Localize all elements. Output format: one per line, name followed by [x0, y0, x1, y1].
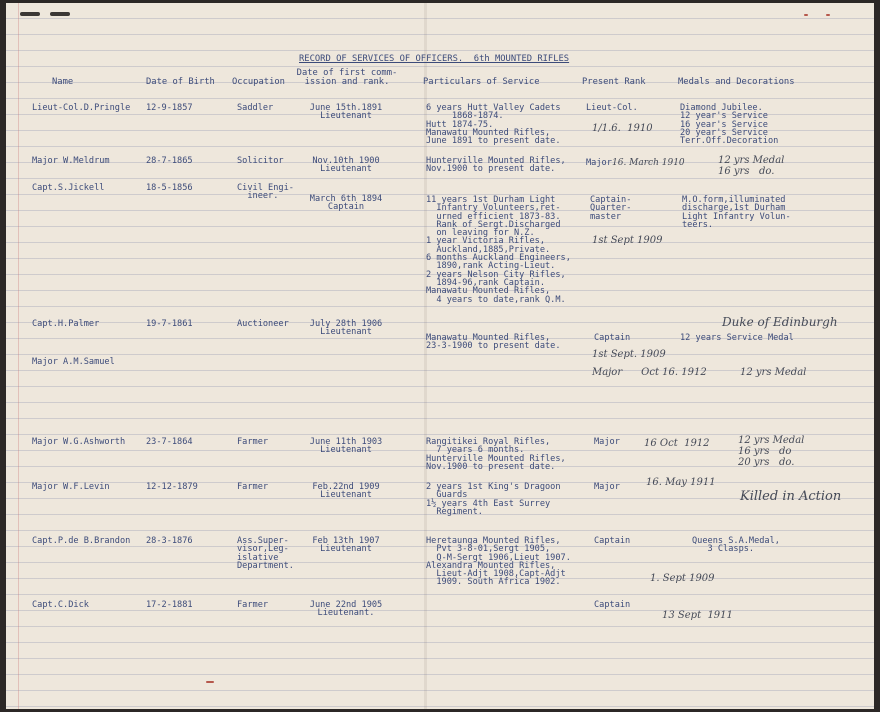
cell-dob: 19-7-1861	[146, 319, 193, 329]
cell-service: 2 years 1st King's Dragoon Guards 1½ years 4th East Surrey Regiment.	[426, 482, 561, 517]
ink-stain	[826, 14, 830, 16]
cell-commission: July 28th 1906 Lieutenant	[309, 319, 383, 338]
cell-commission: June 11th 1903 Lieutenant	[309, 437, 383, 456]
cell-occupation: Solicitor	[237, 156, 284, 166]
binder-clip-right	[50, 12, 70, 16]
handwritten-medals-note: 13 Sept 1911	[662, 610, 733, 621]
handwritten-medals-note: 12 yrs Medal 16 yrs do 20 yrs do.	[738, 435, 805, 468]
cell-rank: Major	[586, 158, 612, 168]
cell-commission: Nov.10th 1900 Lieutenant	[312, 156, 380, 175]
cell-name: Major W.G.Ashworth	[32, 437, 126, 447]
cell-dob: 18-5-1856	[146, 183, 193, 193]
cell-rank: Major	[594, 437, 620, 447]
cell-medals: Queens S.A.Medal, 3 Clasps.	[692, 536, 780, 555]
cell-medals: 12 years Service Medal	[680, 333, 794, 343]
header-commission: Date of first comm- ission and rank.	[296, 68, 398, 87]
cell-rank: Captain	[594, 333, 631, 343]
handwritten-rank-note: 1/1.6. 1910	[592, 123, 653, 134]
cell-rank: Captain	[594, 536, 631, 546]
handwritten-rank-note: 1st Sept. 1909	[592, 349, 666, 360]
cell-occupation: Auctioneer	[237, 319, 289, 329]
cell-medals: M.O.form,illuminated discharge,1st Durham Light Infantry Volun- teers.	[682, 195, 791, 230]
cell-commission: Feb.22nd 1909 Lieutenant	[312, 482, 380, 501]
handwritten-medals-note: 12 yrs Medal	[740, 367, 807, 378]
handwritten-rank-note: 16 Oct 1912	[644, 438, 710, 449]
handwritten-rank-note: 16. May 1911	[646, 477, 716, 488]
margin-rule	[18, 3, 19, 709]
cell-dob: 28-3-1876	[146, 536, 193, 546]
ink-stain	[206, 681, 214, 683]
cell-occupation: Ass.Super- visor,Leg- islative Department.	[237, 536, 294, 571]
cell-service: Hunterville Mounted Rifles, Nov.1900 to present date.	[426, 156, 566, 175]
handwritten-medals-note: Killed in Action	[740, 489, 842, 504]
cell-commission: June 15th.1891 Lieutenant	[309, 103, 383, 122]
handwritten-rank-note: 16. March 1910	[612, 158, 685, 168]
header-medals: Medals and Decorations	[678, 77, 795, 87]
header-occupation: Occupation	[232, 77, 285, 87]
cell-dob: 12-9-1857	[146, 103, 193, 113]
cell-name: Capt.P.de B.Brandon	[32, 536, 131, 546]
cell-commission: Feb 13th 1907 Lieutenant	[312, 536, 380, 555]
cell-occupation: Farmer	[237, 482, 269, 492]
cell-occupation: Civil Engi- ineer.	[237, 183, 294, 202]
cell-service: Manawatu Mounted Rifles, 23-3-1900 to present date.	[426, 333, 561, 352]
cell-service: 6 years Hutt Valley Cadets 1868-1874. Hutt 1874-75. Manawatu Mounted Rifles, June 1891 to present date.	[426, 103, 561, 147]
cell-name: Capt.S.Jickell	[32, 183, 105, 193]
cell-service: Heretaunga Mounted Rifles, Pvt 3-8-01,Sergt 1905, Q-M-Sergt 1906,Lieut 1907. Alexandra Mounted Rifles, Lieut-Adjt 1908,Capt-Adjt 1909. South Africa 1902.	[426, 536, 571, 588]
handwritten-medals-note: Duke of Edinburgh	[722, 315, 838, 329]
cell-occupation: Farmer	[237, 437, 269, 447]
cell-commission: June 22nd 1905 Lieutenant.	[309, 600, 383, 619]
cell-commission: March 6th 1894 Captain	[309, 194, 383, 213]
header-particulars-of-service: Particulars of Service	[423, 77, 540, 87]
header-name: Name	[52, 77, 74, 87]
cell-occupation: Farmer	[237, 600, 269, 610]
header-present-rank: Present Rank	[582, 77, 646, 87]
cell-dob: 28-7-1865	[146, 156, 193, 166]
cell-service: 11 years 1st Durham Light Infantry Volunteers,ret- urned efficient 1873-83. Rank of Sergt.Discharged on leaving for N.Z. 1 year Victoria Rifles, Auckland,1885,Private. 6 months Auckland Engineers, 1890,rank Acting-Lieut. 2 years Nelson City Rifles, 1894-96,rank Captain. Manawatu Mounted Rifles, 4 years to date,rank Q.M.	[426, 195, 571, 305]
cell-rank: Captain	[594, 600, 631, 610]
cell-dob: 23-7-1864	[146, 437, 193, 447]
handwritten-rank-note: 1st Sept 1909	[592, 235, 663, 246]
cell-name: Major A.M.Samuel	[32, 357, 115, 367]
cell-service: Rangitikei Royal Rifles, 7 years 6 months. Hunterville Mounted Rifles, Nov.1900 to present date.	[426, 437, 566, 472]
cell-name: Capt.C.Dick	[32, 600, 89, 610]
cell-occupation: Saddler	[237, 103, 274, 113]
record-sheet	[6, 3, 874, 709]
ink-stain	[804, 14, 808, 16]
cell-name: Capt.H.Palmer	[32, 319, 100, 329]
handwritten-medals-note: 1. Sept 1909	[650, 573, 715, 584]
cell-name: Lieut-Col.D.Pringle	[32, 103, 131, 113]
header-date-of-birth: Date of Birth	[146, 77, 215, 87]
cell-medals: Diamond Jubilee. 12 year's Service 16 year's Service 20 year's Service Terr.Off.Decoration	[680, 103, 779, 147]
binder-clip-left	[20, 12, 40, 16]
cell-name: Major W.F.Levin	[32, 482, 110, 492]
cell-rank: Major	[594, 482, 620, 492]
handwritten-rank-note: Major Oct 16. 1912	[592, 367, 707, 378]
cell-dob: 12-12-1879	[146, 482, 198, 492]
handwritten-medals-note: 12 yrs Medal 16 yrs do.	[718, 155, 785, 177]
cell-name: Major W.Meldrum	[32, 156, 110, 166]
cell-rank: Lieut-Col.	[586, 103, 638, 113]
cell-rank: Captain- Quarter- master	[590, 195, 632, 222]
cell-dob: 17-2-1881	[146, 600, 193, 610]
page-title: RECORD OF SERVICES OF OFFICERS. 6th MOUNTED RIFLES	[299, 54, 570, 64]
